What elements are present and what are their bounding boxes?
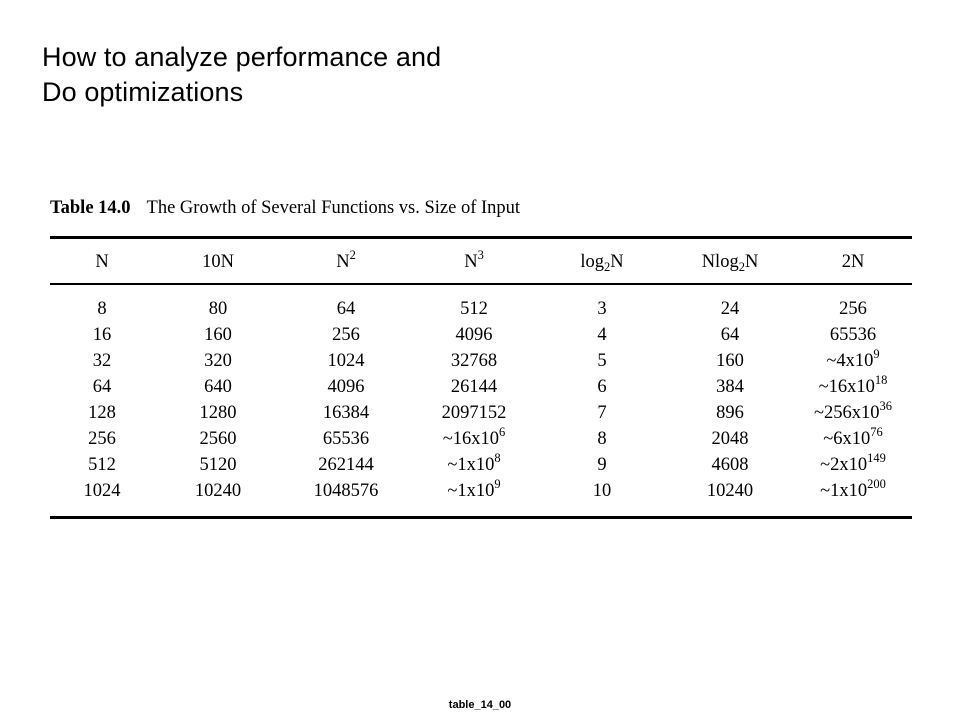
table-cell	[282, 478, 410, 504]
cell-value: 4096	[327, 377, 365, 397]
cell-value: 1280	[199, 403, 237, 423]
cell-value: 256	[332, 325, 360, 345]
table-body	[50, 296, 912, 504]
cell-value: ~256x10	[813, 403, 880, 423]
cell-exponent: 200	[867, 477, 886, 491]
table-cell	[50, 478, 154, 504]
table-cell	[666, 348, 794, 374]
table-cell	[538, 322, 666, 348]
cell-value: 65536	[322, 429, 370, 449]
header-base: log	[580, 252, 604, 272]
table-header-cell	[538, 248, 666, 277]
cell-exponent: 6	[499, 425, 506, 439]
cell-value: 256	[839, 299, 867, 319]
cell-value: 256	[88, 429, 116, 449]
table-cell	[666, 478, 794, 504]
table-cell	[794, 478, 912, 504]
table-cell	[538, 374, 666, 400]
table-cell	[538, 478, 666, 504]
cell-value: 512	[88, 455, 116, 475]
cell-value: ~16x10	[442, 429, 499, 449]
header-sup: 2	[349, 248, 356, 262]
table-cell	[538, 400, 666, 426]
cell-value: 128	[88, 403, 116, 423]
table-cell	[154, 400, 282, 426]
cell-value: 16384	[322, 403, 370, 423]
table-cell	[410, 374, 538, 400]
cell-value: 1024	[83, 481, 121, 501]
header-base: Nlog	[701, 252, 739, 272]
table-caption-label: Table 14.0	[50, 198, 131, 218]
table-bottom-rule	[50, 516, 912, 519]
cell-value: 26144	[450, 377, 498, 397]
cell-value: 262144	[318, 455, 374, 475]
cell-value: 9	[597, 455, 607, 475]
header-base: N	[464, 252, 478, 272]
table-cell	[154, 374, 282, 400]
cell-value: ~4x10	[826, 351, 874, 371]
slide-title-line-1: How to analyze performance and	[42, 42, 442, 72]
slide-footer-label: table_14_00	[448, 699, 512, 711]
table-cell	[794, 400, 912, 426]
table-cell	[50, 426, 154, 452]
cell-value: 2097152	[441, 403, 507, 423]
cell-value: ~2x10	[820, 455, 868, 475]
table-cell	[794, 452, 912, 478]
cell-exponent: 9	[494, 477, 501, 491]
table-cell	[666, 452, 794, 478]
cell-value: 8	[97, 299, 107, 319]
cell-value: ~1x10	[447, 481, 495, 501]
cell-exponent: 9	[873, 347, 880, 361]
table-cell	[154, 322, 282, 348]
cell-value: 16	[92, 325, 112, 345]
cell-value: 4096	[455, 325, 493, 345]
table-cell	[154, 426, 282, 452]
cell-value: 1048576	[313, 481, 379, 501]
table-cell	[794, 296, 912, 322]
cell-exponent: 18	[874, 373, 888, 387]
table-cell	[794, 348, 912, 374]
table-cell	[666, 400, 794, 426]
table-cell	[50, 348, 154, 374]
table-cell	[50, 400, 154, 426]
cell-value: 160	[716, 351, 744, 371]
cell-value: 640	[204, 377, 232, 397]
header-base: N	[95, 252, 109, 272]
table-cell	[50, 296, 154, 322]
cell-value: 7	[597, 403, 607, 423]
cell-exponent: 8	[494, 451, 501, 465]
cell-value: 64	[92, 377, 112, 397]
table-header-row	[50, 248, 912, 276]
header-base: 10N	[202, 252, 234, 272]
table-cell	[538, 452, 666, 478]
cell-value: 10	[592, 481, 612, 501]
table-cell	[410, 400, 538, 426]
table-header-cell	[50, 248, 154, 277]
table-header-cell	[410, 248, 538, 277]
cell-exponent: 149	[867, 451, 886, 465]
cell-value: 4	[597, 325, 607, 345]
cell-value: 160	[204, 325, 232, 345]
table-cell	[282, 374, 410, 400]
table-cell	[50, 374, 154, 400]
table-cell	[154, 452, 282, 478]
table-cell	[666, 374, 794, 400]
cell-value: 896	[716, 403, 744, 423]
table-top-rule	[50, 236, 912, 239]
cell-value: 64	[720, 325, 740, 345]
cell-value: 64	[336, 299, 356, 319]
table-cell	[538, 296, 666, 322]
cell-value: 24	[720, 299, 740, 319]
cell-value: 3	[597, 299, 607, 319]
table-header-cell	[154, 248, 282, 277]
table-cell	[282, 322, 410, 348]
cell-value: 32768	[450, 351, 498, 371]
header-tail: N	[744, 252, 759, 272]
header-sub: 2	[604, 260, 611, 274]
table-cell	[410, 478, 538, 504]
table-cell	[154, 478, 282, 504]
header-sub: 2	[738, 260, 745, 274]
cell-value: 5120	[199, 455, 237, 475]
cell-exponent: 76	[870, 425, 883, 439]
table-cell	[282, 426, 410, 452]
table-cell	[50, 322, 154, 348]
cell-value: 6	[597, 377, 607, 397]
table-cell	[154, 296, 282, 322]
table-header-cell	[666, 248, 794, 277]
table-cell	[282, 348, 410, 374]
cell-value: ~1x10	[820, 481, 868, 501]
table-cell	[154, 348, 282, 374]
table-cell	[410, 348, 538, 374]
cell-value: 5	[597, 351, 607, 371]
cell-value: 10240	[706, 481, 754, 501]
cell-value: 320	[204, 351, 232, 371]
cell-value: ~6x10	[823, 429, 871, 449]
cell-value: 10240	[194, 481, 242, 501]
table-cell	[666, 322, 794, 348]
cell-value: 32	[92, 351, 112, 371]
table-header-cell	[282, 248, 410, 277]
cell-value: 8	[597, 429, 607, 449]
table-cell	[410, 296, 538, 322]
table-cell	[410, 452, 538, 478]
table-cell	[282, 400, 410, 426]
header-base: N	[336, 252, 350, 272]
table-cell	[666, 296, 794, 322]
cell-value: 1024	[327, 351, 365, 371]
cell-value: 4608	[711, 455, 749, 475]
table-cell	[794, 374, 912, 400]
cell-value: ~1x10	[447, 455, 495, 475]
table-cell	[794, 426, 912, 452]
slide-title-line-2: Do optimizations	[42, 77, 244, 107]
table-cell	[410, 426, 538, 452]
table-cell	[410, 322, 538, 348]
table-caption-text: The Growth of Several Functions vs. Size of Input	[146, 198, 521, 218]
table-caption	[50, 198, 520, 219]
slide-title	[42, 40, 441, 110]
header-tail: N	[610, 252, 624, 272]
table-header-cell	[794, 248, 912, 277]
cell-value: 65536	[829, 325, 877, 345]
cell-exponent: 36	[879, 399, 892, 413]
table-cell	[794, 322, 912, 348]
header-base: 2N	[841, 252, 865, 272]
table-cell	[50, 452, 154, 478]
cell-value: 2560	[199, 429, 237, 449]
cell-value: 512	[460, 299, 488, 319]
table-cell	[538, 426, 666, 452]
table-cell	[538, 348, 666, 374]
cell-value: 2048	[711, 429, 749, 449]
table-header-rule	[50, 283, 912, 285]
cell-value: ~16x10	[818, 377, 875, 397]
table-cell	[282, 296, 410, 322]
table-cell	[666, 426, 794, 452]
table-cell	[282, 452, 410, 478]
cell-value: 384	[716, 377, 744, 397]
cell-value: 80	[208, 299, 228, 319]
header-sup: 3	[477, 248, 484, 262]
